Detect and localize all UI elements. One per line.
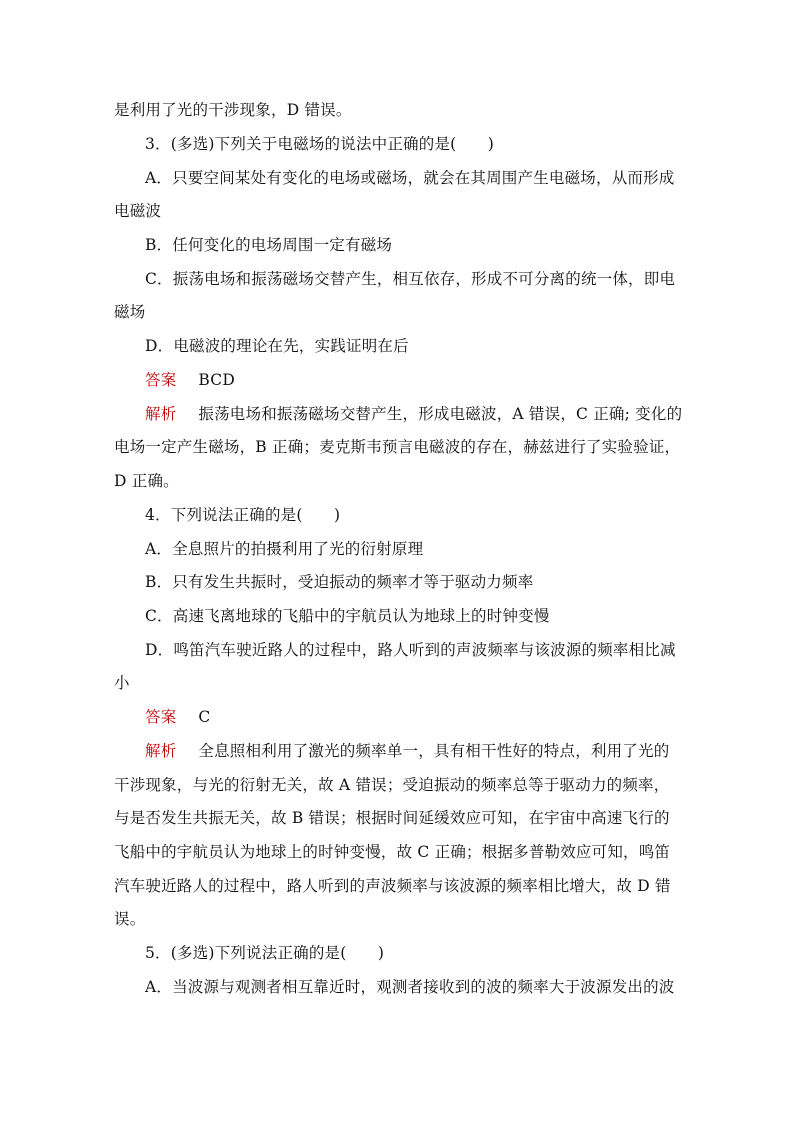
analysis-4-line-6: 误。: [114, 910, 146, 928]
answer-label: 答案: [145, 708, 177, 726]
option-3c: C．振荡电场和振荡磁场交替产生，相互依存，形成不可分离的统一体，即电: [145, 270, 676, 288]
question-4-stem: 4．下列说法正确的是( ): [145, 506, 341, 524]
option-4d-continued: 小: [114, 674, 130, 692]
answer-3: [145, 363, 686, 397]
option-3c-continued: 磁场: [114, 303, 146, 321]
analysis-text: 振荡电场和振荡磁场交替产生，形成电磁波，A 错误，C 正确; 变化的: [198, 405, 683, 423]
analysis-4-line-4: 飞船中的宇航员认为地球上的时钟变慢，故 C 正确；根据多普勒效应可知，鸣笛: [114, 843, 671, 861]
option-4a: A．全息照片的拍摄利用了光的衍射原理: [145, 540, 424, 558]
analysis-4: [145, 734, 686, 768]
question-5-stem: 5．(多选)下列说法正确的是( ): [145, 944, 385, 962]
analysis-label: 解析: [145, 742, 177, 760]
answer-label: 答案: [145, 371, 177, 389]
analysis-4-line-5: 汽车驶近路人的过程中，路人听到的声波频率与该波源的频率相比增大，故 D 错: [114, 877, 671, 895]
answer-value: C: [198, 708, 211, 726]
option-4c: C．高速飞离地球的飞船中的宇航员认为地球上的时钟变慢: [145, 607, 550, 625]
analysis-3: [145, 397, 686, 431]
option-3a: A．只要空间某处有变化的电场或磁场，就会在其周围产生电磁场，从而形成: [145, 169, 675, 187]
answer-value: BCD: [198, 371, 235, 389]
analysis-3-continued: 电场一定产生磁场，B 正确；麦克斯韦预言电磁波的存在，赫兹进行了实验验证，: [114, 438, 681, 456]
question-3-stem: 3．(多选)下列关于电磁场的说法中正确的是( ): [145, 135, 495, 153]
option-4b: B．只有发生共振时，受迫振动的频率才等于驱动力频率: [145, 573, 534, 591]
analysis-text: 全息照相利用了激光的频率单一，具有相干性好的特点，利用了光的: [198, 742, 670, 760]
option-3a-continued: 电磁波: [114, 202, 162, 220]
option-4d: D．鸣笛汽车驶近路人的过程中，路人听到的声波频率与该波源的频率相比减: [145, 641, 676, 659]
analysis-4-line-3: 与是否发生共振无关，故 B 错误；根据时间延缓效应可知，在宇宙中高速飞行的: [114, 809, 670, 827]
text-line: 是利用了光的干涉现象，D 错误。: [114, 101, 352, 119]
option-5a: A．当波源与观测者相互靠近时，观测者接收到的波的频率大于波源发出的波: [145, 978, 675, 996]
option-3b: B．任何变化的电场周围一定有磁场: [145, 236, 393, 254]
answer-4: [145, 700, 686, 734]
option-3d: D．电磁波的理论在先，实践证明在后: [145, 337, 409, 355]
analysis-label: 解析: [145, 405, 177, 423]
analysis-3-end: D 正确。: [114, 472, 179, 490]
analysis-4-line-2: 干涉现象，与光的衍射无关，故 A 错误；受迫振动的频率总等于驱动力的频率，: [114, 776, 670, 794]
